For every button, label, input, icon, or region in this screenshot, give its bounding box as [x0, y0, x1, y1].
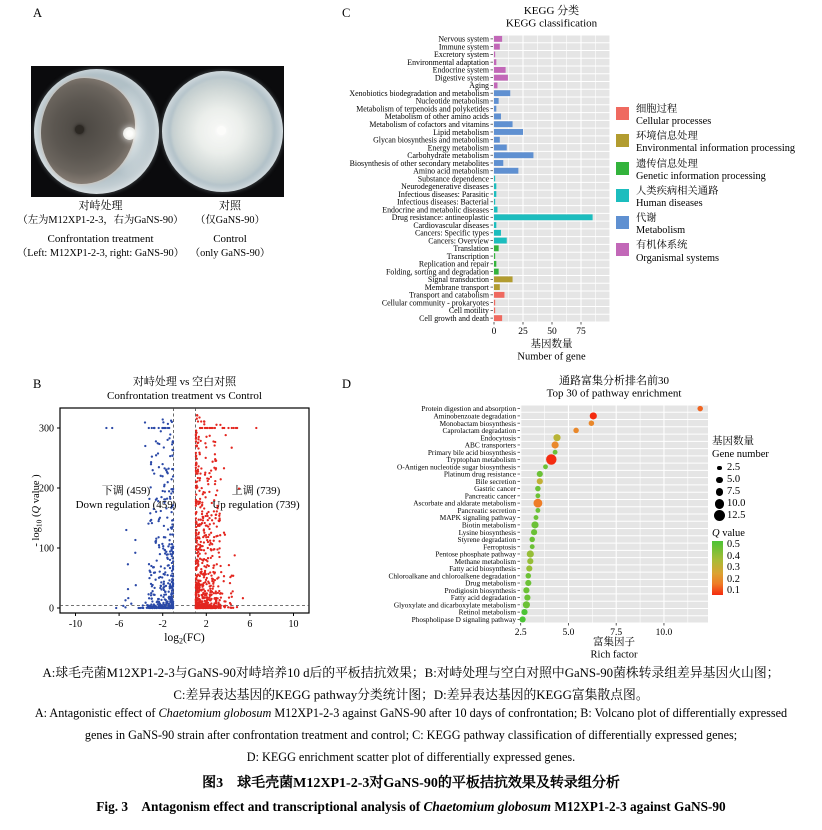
svg-text:Primary bile acid biosynthesis: Primary bile acid biosynthesis [427, 447, 516, 457]
svg-text:Cancers: Specific types: Cancers: Specific types [414, 228, 489, 238]
bar [494, 238, 507, 244]
bar [494, 44, 500, 50]
bar [494, 145, 507, 151]
svg-text:Translation: Translation [453, 244, 489, 254]
svg-text:0: 0 [491, 327, 497, 337]
caption-en-line2: genes in GaNS-90 strain after confrontation treatment and control; C: KEGG pathway classification of differentially expressed genes; [84, 728, 738, 742]
caption-cn-line1: A:球毛壳菌M12XP1-2-3与GaNS-90对峙培养10 d后的平板拮抗效果；B:对峙处理与空白对照中GaNS-90菌株转录组差异基因火山图； [42, 666, 780, 680]
svg-text:Biotin metabolism: Biotin metabolism [461, 520, 516, 530]
svg-text:Lysine biosynthesis: Lysine biosynthesis [458, 527, 516, 537]
caption-en-line1: A: Antagonistic effect of Chaetomium globosum M12XP1-2-3 against GaNS-90 after 10 days of confrontation; B: Volcano plot of differentially expressed [34, 706, 788, 720]
down-annotation-en: Down regulation (459) [75, 499, 177, 511]
svg-text:MAPK signaling pathway: MAPK signaling pathway [439, 513, 516, 523]
gene-number-legend-row: 10.0 [712, 498, 822, 509]
scatter-point [553, 434, 560, 441]
svg-text:Neurodegenerative diseases: Neurodegenerative diseases [401, 182, 489, 192]
scatter-point [527, 550, 534, 557]
bar [494, 207, 497, 213]
svg-text:Prodigiosin biosynthesis: Prodigiosin biosynthesis [444, 585, 516, 595]
svg-text:Immune system: Immune system [438, 42, 489, 52]
svg-text:6: 6 [247, 619, 253, 630]
svg-text:Cell motility: Cell motility [448, 306, 489, 316]
gene-number-legend-title-cn: 基因数量 [712, 436, 754, 447]
svg-text:Top 30 of pathway enrichment: Top 30 of pathway enrichment [546, 387, 682, 400]
svg-text:Metabolism of cofactors and vi: Metabolism of cofactors and vitamins [369, 120, 489, 130]
bar [494, 121, 513, 127]
svg-text:Endocytosis: Endocytosis [480, 433, 516, 443]
svg-text:Transcription: Transcription [446, 251, 489, 261]
gene-number-legend-rows [712, 462, 822, 521]
svg-text:-6: -6 [114, 619, 124, 630]
svg-text:Pancreatic secretion: Pancreatic secretion [457, 505, 516, 515]
bar [494, 284, 500, 290]
gene-number-legend-title-en: Gene number [712, 448, 769, 460]
legend-swatch [616, 162, 629, 175]
scatter-point [546, 454, 556, 464]
scatter-point [523, 601, 530, 608]
svg-text:Retinol metabolism: Retinol metabolism [458, 607, 516, 617]
svg-text:2.5: 2.5 [514, 628, 527, 638]
scatter-point [543, 464, 548, 469]
svg-text:Pancreatic cancer: Pancreatic cancer [464, 491, 516, 501]
svg-text:KEGG classification: KEGG classification [505, 17, 598, 30]
svg-text:Ascorbate and aldarate metabol: Ascorbate and aldarate metabolism [413, 498, 516, 508]
x-axis-label-cn: 富集因子 [593, 637, 635, 648]
svg-text:0: 0 [49, 603, 54, 615]
svg-text:Glycan biosynthesis and metabo: Glycan biosynthesis and metabolism [373, 135, 489, 145]
legend-swatch [616, 134, 629, 147]
bar [494, 75, 508, 81]
panel-a-label: A [33, 6, 43, 20]
svg-text:Cancers: Overview: Cancers: Overview [428, 236, 489, 246]
bar [494, 230, 501, 236]
bar [494, 160, 503, 166]
bar [494, 261, 496, 267]
svg-text:Carbohydrate metabolism: Carbohydrate metabolism [407, 151, 489, 161]
petri-dish-photo [31, 66, 284, 197]
svg-text:Environmental adaptation: Environmental adaptation [407, 57, 489, 67]
scatter-point [590, 412, 597, 419]
enrichment-dot-plot [344, 372, 724, 664]
panel-b-label: B [33, 377, 42, 391]
control-dish [162, 71, 283, 192]
svg-text:Fatty acid degradation: Fatty acid degradation [450, 593, 516, 603]
bar [494, 90, 510, 96]
scatter-point [553, 450, 558, 455]
legend-entry: 人类疾病相关通路 Human diseases [616, 186, 821, 210]
x-axis-label-en: Rich factor [590, 649, 638, 661]
bar [494, 152, 533, 158]
scatter-point [534, 499, 543, 508]
bar [494, 59, 496, 65]
up-annotation-en: Up regulation (739) [212, 499, 300, 511]
svg-text:Digestive system: Digestive system [434, 73, 489, 83]
svg-text:Phospholipase D signaling path: Phospholipase D signaling pathway [411, 614, 516, 624]
svg-text:ABC transporters: ABC transporters [464, 440, 516, 450]
svg-text:Aminobenzoate degradation: Aminobenzoate degradation [433, 411, 516, 421]
svg-text:100: 100 [39, 543, 54, 555]
enrichment-legend [712, 436, 822, 595]
volcano-plot [28, 372, 320, 668]
confrontation-caption-cn-sub: （左为M12XP1-2-3，右为GaNS-90） [17, 215, 184, 226]
x-axis-label: $\log_2(FC)$ [164, 632, 205, 646]
scatter-point [521, 609, 527, 615]
bar [494, 276, 513, 282]
svg-text:Protein digestion and absorpti: Protein digestion and absorption [421, 404, 516, 414]
gene-number-legend-row: 12.5 [712, 510, 822, 521]
bar [494, 214, 593, 220]
svg-text:Nucleotide metabolism: Nucleotide metabolism [415, 96, 489, 106]
svg-text:Folding, sorting and degradati: Folding, sorting and degradation [385, 267, 489, 277]
down-annotation-cn: 下调 (459) [101, 485, 151, 497]
svg-text:300: 300 [39, 423, 54, 435]
svg-text:Confrontation treatment vs Con: Confrontation treatment vs Control [107, 390, 262, 402]
gene-number-legend-row: 5.0 [712, 474, 822, 485]
bar [494, 168, 518, 174]
svg-text:Drug resistance: antineoplasti: Drug resistance: antineoplastic [391, 213, 489, 223]
bar [494, 98, 499, 104]
q-value-gradient [712, 541, 822, 595]
scatter-point [535, 493, 540, 498]
legend-swatch [616, 216, 629, 229]
svg-text:Biosynthesis of other secondar: Biosynthesis of other secondary metabolites [349, 158, 489, 168]
bar [494, 36, 502, 42]
scatter-point [530, 544, 535, 549]
svg-text:通路富集分析排名前30: 通路富集分析排名前30 [559, 375, 669, 387]
up-annotation-cn: 上调 (739) [231, 485, 281, 497]
svg-text:Platinum drug resistance: Platinum drug resistance [443, 469, 516, 479]
svg-text:Cell growth and death: Cell growth and death [419, 313, 489, 323]
svg-text:-2: -2 [158, 619, 167, 630]
scatter-point [525, 580, 531, 586]
svg-text:Chloroalkane and chloroalkene: Chloroalkane and chloroalkene degradation [388, 571, 516, 581]
svg-text:Monobactam biosynthesis: Monobactam biosynthesis [439, 418, 516, 428]
svg-text:Nervous system: Nervous system [438, 34, 489, 44]
bar [494, 67, 506, 73]
svg-text:Cardiovascular diseases: Cardiovascular diseases [413, 220, 489, 230]
scatter-point [537, 471, 543, 477]
control-caption-cn-sub: （仅GaNS-90） [195, 215, 265, 226]
svg-text:Gastric cancer: Gastric cancer [474, 484, 516, 494]
svg-text:7.5: 7.5 [610, 628, 623, 638]
volcano-points-down [105, 418, 174, 609]
svg-text:Endocrine system: Endocrine system [432, 65, 489, 75]
legend-entry: 遗传信息处理 Genetic information processing [616, 159, 821, 183]
control-caption [170, 201, 290, 264]
gans90-inoculation-point [217, 126, 226, 135]
bar [494, 222, 496, 228]
svg-text:Infectious diseases: Parasitic: Infectious diseases: Parasitic [398, 189, 489, 199]
bar [494, 51, 495, 57]
q-value-gradient-bar [712, 541, 723, 595]
svg-text:Ferroptosis: Ferroptosis [483, 542, 516, 552]
svg-text:对峙处理 vs 空白对照: 对峙处理 vs 空白对照 [132, 376, 237, 388]
scatter-point [529, 537, 535, 543]
svg-text:Caprolactam degradation: Caprolactam degradation [442, 426, 516, 436]
gene-number-legend-row: 7.5 [712, 486, 822, 497]
scatter-point [535, 508, 540, 513]
svg-text:10.0: 10.0 [655, 628, 673, 638]
bar [494, 82, 497, 88]
y-axis-label: - $\log_{10} (Q$ value ) [31, 474, 44, 547]
legend-entry: 有机体系统 Organismal systems [616, 240, 821, 264]
svg-text:Fatty acid biosynthesis: Fatty acid biosynthesis [449, 564, 516, 574]
bar [494, 269, 499, 275]
svg-text:Signal transduction: Signal transduction [427, 275, 489, 285]
legend-swatch [616, 189, 629, 202]
svg-text:Energy metabolism: Energy metabolism [427, 143, 489, 153]
confrontation-caption-en: Confrontation treatment [47, 233, 154, 246]
svg-text:Styrene degradation: Styrene degradation [457, 535, 516, 545]
bar [494, 292, 504, 298]
scatter-point [537, 478, 543, 484]
svg-text:200: 200 [39, 483, 54, 495]
scatter-point [520, 616, 526, 622]
svg-text:Bile secretion: Bile secretion [475, 476, 516, 486]
gans90-colony-small [123, 127, 136, 140]
confrontation-caption-en-sub: （Left: M12XP1-2-3, right: GaNS-90） [16, 248, 185, 260]
scatter-point [573, 428, 579, 434]
scatter-point [531, 521, 538, 528]
bar [494, 106, 496, 112]
scatter-point [697, 406, 703, 412]
confrontation-dish [34, 69, 159, 194]
legend-swatch [616, 107, 629, 120]
svg-text:Metabolism of other amino acid: Metabolism of other amino acids [384, 112, 489, 122]
legend-swatch [616, 243, 629, 256]
svg-text:KEGG 分类: KEGG 分类 [523, 5, 580, 17]
legend-entry: 代谢 Metabolism [616, 213, 821, 237]
bar [494, 176, 495, 182]
control-caption-en: Control [213, 233, 247, 246]
confrontation-caption-cn: 对峙处理 [78, 200, 123, 212]
svg-text:Lipid metabolism: Lipid metabolism [433, 127, 489, 137]
svg-text:Substance dependence: Substance dependence [417, 174, 489, 184]
svg-text:Glyoxylate and dicarboxylate m: Glyoxylate and dicarboxylate metabolism [393, 600, 516, 610]
scatter-point [535, 486, 541, 492]
svg-text:75: 75 [576, 327, 586, 337]
scatter-point [526, 565, 532, 571]
gene-number-legend-row: 2.5 [712, 462, 822, 473]
legend-entry: 环境信息处理 Environmental information processing [616, 131, 821, 155]
bar [494, 253, 495, 259]
bar [494, 199, 495, 205]
scatter-point [589, 420, 595, 426]
x-axis-label-cn: 基因数量 [530, 339, 573, 350]
kegg-legend [616, 104, 821, 268]
figure-title-cn: 图3 球毛壳菌M12XP1-2-3对GaNS-90的平板拮抗效果及转录组分析 [202, 776, 620, 791]
scatter-point [531, 529, 537, 535]
svg-text:Replication and repair: Replication and repair [418, 259, 489, 269]
bar [494, 137, 500, 143]
bar [494, 191, 496, 197]
svg-text:-10: -10 [68, 619, 83, 630]
scatter-point [527, 558, 533, 564]
scatter-point [534, 515, 539, 520]
svg-text:25: 25 [518, 327, 528, 337]
panel-c-label: C [342, 6, 351, 20]
svg-text:Excretory system: Excretory system [434, 50, 489, 60]
x-axis-label-en: Number of gene [517, 351, 586, 363]
svg-text:Pentose phosphate pathway: Pentose phosphate pathway [435, 549, 516, 559]
svg-text:Methane metabolism: Methane metabolism [454, 556, 516, 566]
svg-text:Amino acid metabolism: Amino acid metabolism [413, 166, 489, 176]
q-value-gradient-ticks: 0.5 0.4 0.3 0.2 0.1 [727, 539, 740, 596]
svg-text:Drug metabolism: Drug metabolism [465, 578, 516, 588]
bar [494, 114, 501, 120]
panel-d-label: D [342, 377, 352, 391]
svg-text:10: 10 [288, 619, 299, 630]
bar [494, 300, 495, 306]
caption-cn-line2: C:差异表达基因的KEGG pathway分类统计图；D:差异表达基因的KEGG富集散点图。 [173, 688, 649, 702]
caption-en-line3: D: KEGG enrichment scatter plot of differentially expressed genes. [246, 750, 576, 764]
control-caption-en-sub: （only GaNS-90） [189, 248, 271, 260]
svg-text:2: 2 [203, 619, 209, 630]
svg-text:5.0: 5.0 [562, 628, 575, 638]
confrontation-caption [8, 201, 193, 264]
scatter-point [523, 587, 529, 593]
figure-title-en: Fig. 3 Antagonism effect and transcriptional analysis of Chaetomium globosum M12XP1-2-3 against GaNS-90 [96, 799, 726, 814]
svg-text:Aging: Aging [469, 81, 489, 91]
volcano-points-up [195, 414, 258, 609]
svg-text:O-Antigen nucleotide sugar bio: O-Antigen nucleotide sugar biosynthesis [397, 462, 516, 472]
svg-text:Tryptophan metabolism: Tryptophan metabolism [446, 455, 516, 465]
scatter-point [526, 573, 532, 579]
svg-text:Xenobiotics biodegradation and: Xenobiotics biodegradation and metabolism [349, 88, 489, 98]
svg-text:Transport and catabolism: Transport and catabolism [409, 290, 489, 300]
m12xp1-inoculation-point [75, 125, 84, 134]
bar [494, 129, 523, 135]
svg-text:Metabolism of terpenoids and p: Metabolism of terpenoids and polyketides [356, 104, 489, 114]
svg-text:50: 50 [547, 327, 557, 337]
bar [494, 245, 499, 251]
bar [494, 307, 495, 313]
svg-text:Endocrine and metabolic diseas: Endocrine and metabolic diseases [382, 205, 489, 215]
svg-text:Cellular community - prokaryot: Cellular community - prokaryotes [381, 298, 489, 308]
scatter-point [552, 441, 559, 448]
scatter-point [524, 595, 530, 601]
svg-text:Infectious diseases: Bacterial: Infectious diseases: Bacterial [396, 197, 489, 207]
bar [494, 183, 496, 189]
bar [494, 315, 502, 321]
q-value-legend-title: Q value [712, 528, 745, 540]
control-caption-cn: 对照 [219, 200, 241, 212]
legend-entry: 细胞过程 Cellular processes [616, 104, 821, 128]
svg-text:Membrane transport: Membrane transport [424, 282, 489, 292]
